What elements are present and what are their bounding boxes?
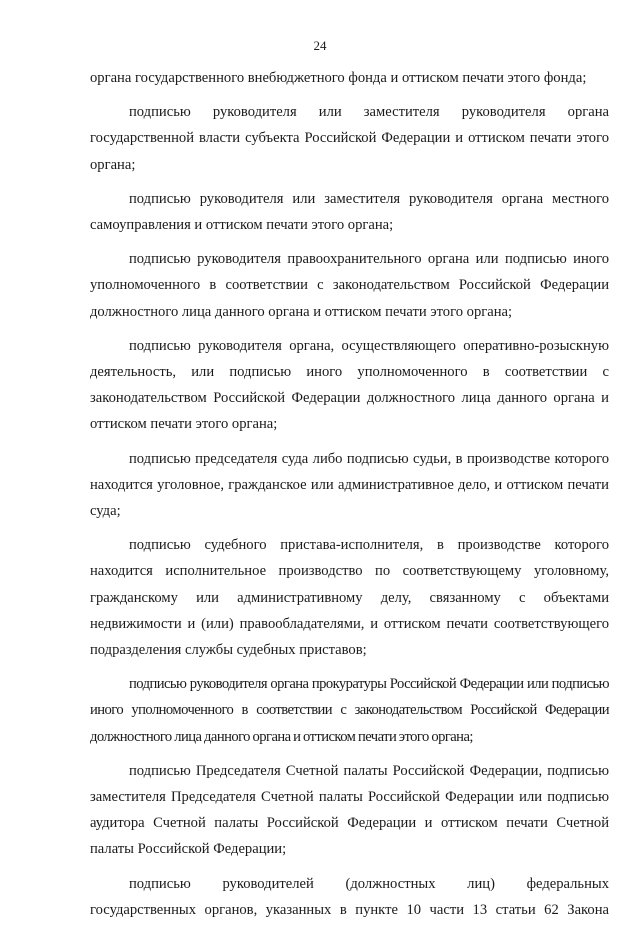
paragraph-regional-authority: подписью руководителя или заместителя руководителя органа государственной власти субъекта Российской Федерации и оттиском печати этого органа; bbox=[90, 104, 609, 173]
paragraph-operational-search: подписью руководителя органа, осуществляющего оперативно-розыскную деятельность, или подписью иного уполномоченного в соответствии с законодательством Российской Федерации должностного лица данного органа и оттиском печати этого органа; bbox=[90, 337, 609, 433]
paragraph-line: государственных органов, указанных в пункте 10 части 13 статьи 62 Закона bbox=[90, 901, 609, 918]
paragraph-federal-bodies bbox=[90, 871, 609, 923]
paragraph-prosecutor: подписью руководителя органа прокуратуры Российской Федерации или подписью иного уполномоченного в соответствии с законодательством Российской Федерации должностного лица данного органа и оттиском печати этого органа; bbox=[90, 676, 609, 745]
paragraph-line: подписью руководителей (должностных лиц) федеральных bbox=[129, 875, 609, 892]
paragraph-continuation: органа государственного внебюджетного фонда и оттиском печати этого фонда; bbox=[90, 70, 587, 86]
page-number: 24 bbox=[313, 38, 327, 53]
paragraph-law-enforcement: подписью руководителя правоохранительного органа или подписью иного уполномоченного в соответствии с законодательством Российской Федерации должностного лица данного органа и оттиском печати этого органа; bbox=[90, 251, 609, 320]
paragraph-court: подписью председателя суда либо подписью судьи, в производстве которого находится уголовное, гражданское или административное дело, и оттиском печати суда; bbox=[90, 450, 609, 520]
paragraph-local-government: подписью руководителя или заместителя руководителя органа местного самоуправления и оттиском печати этого органа; bbox=[90, 190, 609, 234]
paragraph-accounts-chamber: подписью Председателя Счетной палаты Российской Федерации, подписью заместителя Председателя Счетной палаты Российской Федерации или подписью аудитора Счетной палаты Российской Федерации и оттиском печати Счетной палаты Российской Федерации; bbox=[90, 762, 609, 858]
paragraph-bailiff: подписью судебного пристава-исполнителя, в производстве которого находится исполнительное производство по соответствующему уголовному, гражданскому или административному делу, связанному с объектами недвижимости и (или) правообладателями, и оттиском печати соответствующего подразделения службы судебных приставов; bbox=[90, 537, 609, 659]
document-body bbox=[90, 65, 609, 931]
